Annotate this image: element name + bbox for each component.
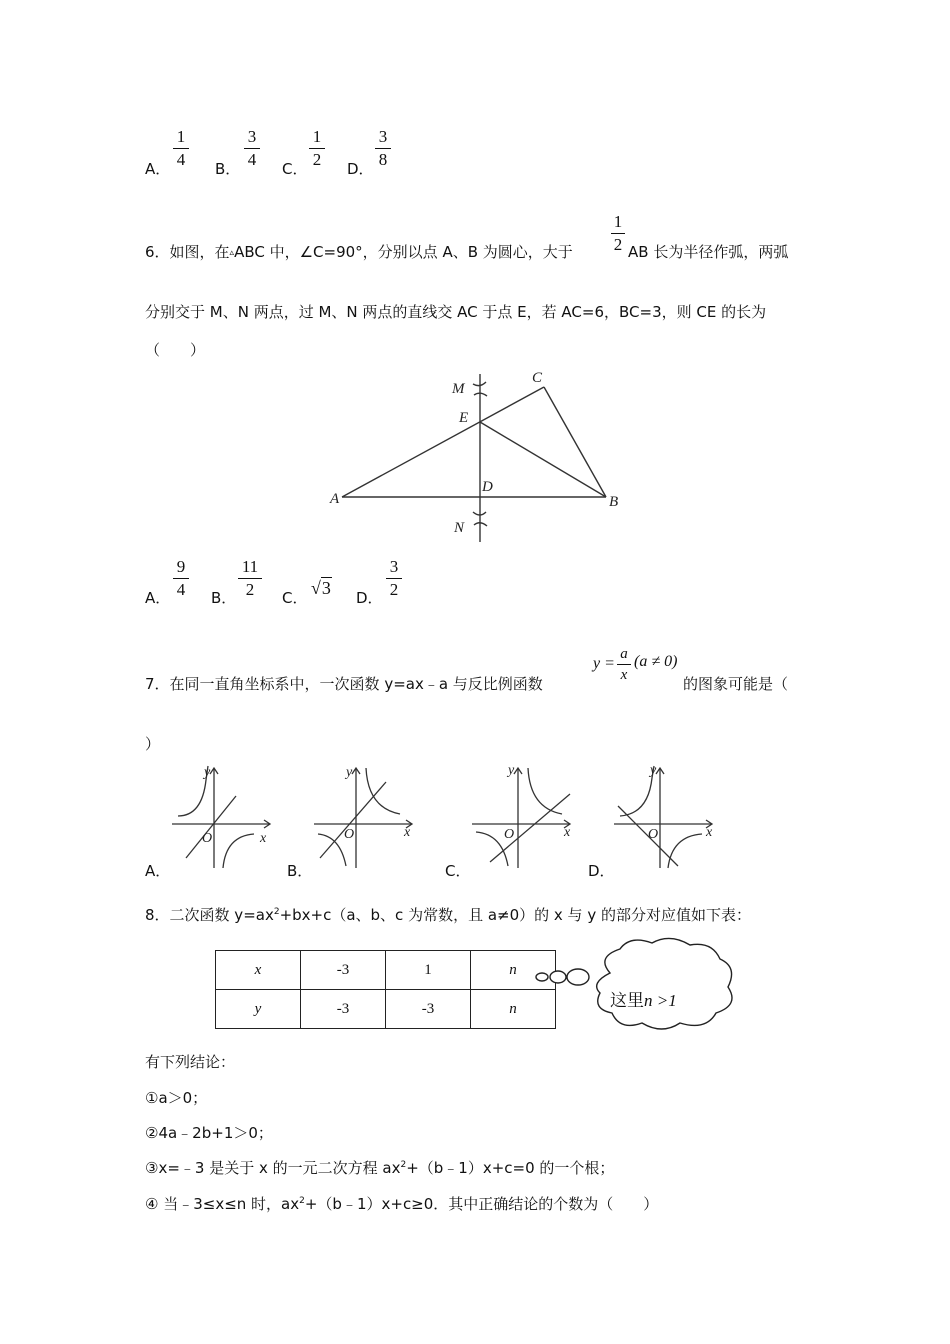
point-n-label: N — [454, 520, 465, 536]
q7-formula-condition: (a ≠ 0) — [634, 653, 678, 670]
cloud-bubble-medium — [550, 971, 566, 983]
point-m-label: M — [452, 381, 465, 397]
hyperbola-branch-2 — [620, 766, 654, 816]
q5-option-c-fraction: 1 2 — [309, 128, 325, 169]
q7-graph-d — [610, 758, 722, 870]
q7-option-d-label: D． — [588, 862, 615, 880]
q7-line1-end: 的图象可能是（ — [683, 675, 789, 693]
q6-line1-end: AB 长为半径作弧，两弧 — [628, 243, 789, 261]
origin-label: O — [344, 827, 355, 842]
cloud-text: 这里n >1 — [610, 991, 677, 1011]
q7-graph-c — [468, 758, 580, 870]
y-axis-label: y — [508, 763, 515, 778]
table-cell: -3 — [386, 990, 471, 1029]
conclusion-1: ①a＞0； — [145, 1089, 208, 1107]
x-axis-label: x — [404, 825, 411, 840]
q5-option-c-label: C． — [282, 160, 308, 178]
q7-option-b-label: B． — [287, 862, 313, 880]
q5-option-d-label: D． — [347, 160, 374, 178]
q6-line3: （ ） — [145, 341, 206, 359]
q6-half-fraction: 1 2 — [611, 213, 625, 254]
conclusions-title: 有下列结论： — [145, 1053, 236, 1071]
q5-option-d-fraction: 3 8 — [375, 128, 391, 169]
table-cell: n — [471, 951, 556, 990]
segment-cb — [544, 387, 606, 497]
hyperbola-branch-4 — [668, 834, 702, 868]
point-e-label: E — [459, 410, 469, 426]
point-a-label: A — [330, 491, 340, 507]
table-cell: x — [216, 951, 301, 990]
q7-formula-lhs: y = — [593, 655, 615, 672]
conclusion-4: ④ 当﹣3≤x≤n 时，$ax^2+(b﹣1)x+c\ge 0$．其中正确结论的个数为（ ） — [145, 1195, 659, 1213]
origin-label: O — [648, 827, 659, 842]
q5-option-a-label: A． — [145, 160, 171, 178]
q8-line1: 8．二次函数 $y=ax^2+bx+c(a$、b、c 为常数，且 a≠0）的 x 与 y 的部分对应值如下表： — [145, 906, 751, 924]
y-axis-label: y — [204, 765, 211, 780]
table-row — [216, 990, 556, 1029]
table-cell: n — [471, 990, 556, 1029]
table-cell: -3 — [301, 990, 386, 1029]
q7-option-a-label: A． — [145, 862, 171, 880]
triangle-figure — [320, 360, 630, 550]
cloud-body — [597, 938, 732, 1029]
q5-option-b-fraction: 3 4 — [244, 128, 260, 169]
hyperbola-branch-1 — [528, 768, 562, 814]
table-cell: 1 — [386, 951, 471, 990]
q7-graph-a — [168, 758, 280, 870]
q6-line1: 6．如图，在▵ABC 中，∠C=90°，分别以点 A、B 为圆心，大于 — [145, 243, 573, 261]
cloud-bubble-small — [536, 973, 548, 981]
x-axis-label: x — [706, 825, 713, 840]
hyperbola-branch-1 — [366, 768, 400, 814]
q5-option-b-label: B． — [215, 160, 241, 178]
q7-graph-b — [310, 758, 422, 870]
linear-function-line — [490, 794, 570, 862]
q6-option-b-fraction: 11 2 — [238, 558, 262, 599]
origin-label: O — [504, 827, 515, 842]
y-axis-label: y — [346, 765, 353, 780]
q7-line1: 7．在同一直角坐标系中，一次函数 y=ax﹣a 与反比例函数 — [145, 675, 543, 693]
hyperbola-branch-4 — [223, 834, 254, 868]
q6-option-d-fraction: 3 2 — [386, 558, 402, 599]
q7-line2: ） — [145, 735, 161, 753]
q6-option-c-sqrt: √3 — [311, 578, 331, 598]
x-axis-label: x — [564, 825, 571, 840]
q6-option-c-label: C． — [282, 589, 308, 607]
point-c-label: C — [532, 370, 543, 386]
thought-cloud — [530, 935, 745, 1035]
conclusion-2: ②4a﹣2b+1＞0； — [145, 1124, 273, 1142]
table-row — [216, 951, 556, 990]
q6-option-b-label: B． — [211, 589, 237, 607]
y-axis-label: y — [650, 763, 657, 778]
table-cell: y — [216, 990, 301, 1029]
hyperbola-branch-3 — [318, 834, 346, 866]
triangle-symbol: ▵ — [229, 248, 235, 258]
q7-option-c-label: C． — [445, 862, 471, 880]
conclusion-3: ③x=﹣3 是关于 x 的一元二次方程 $ax^2+(b﹣1)x+c=0$ 的一个根； — [145, 1159, 615, 1177]
q7-formula-fraction: a x — [617, 646, 631, 683]
origin-label: O — [202, 831, 213, 846]
q6-line2: 分别交于 M、N 两点，过 M、N 两点的直线交 AC 于点 E，若 AC=6，BC=3，则 CE 的长为 — [145, 303, 767, 321]
q6-option-a-label: A． — [145, 589, 171, 607]
x-axis-label: x — [260, 831, 267, 846]
table-cell: -3 — [301, 951, 386, 990]
point-b-label: B — [609, 494, 619, 510]
linear-function-line — [320, 782, 386, 858]
point-d-label: D — [482, 479, 493, 495]
q5-option-a-fraction: 1 4 — [173, 128, 189, 169]
q6-option-d-label: D． — [356, 589, 383, 607]
value-table — [215, 950, 556, 1029]
segment-eb — [480, 422, 606, 497]
cloud-bubble-large — [567, 969, 589, 985]
q6-option-a-fraction: 9 4 — [173, 558, 189, 599]
